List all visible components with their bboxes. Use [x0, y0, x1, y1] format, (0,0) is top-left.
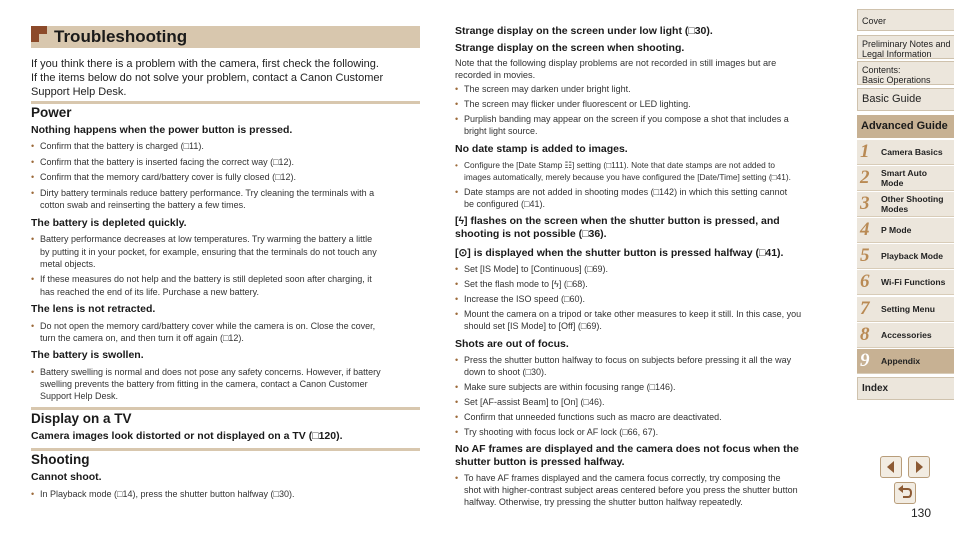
chapter-label: P Mode: [881, 225, 912, 235]
chapter-number: 7: [860, 298, 870, 319]
mid-c-item-cont: images automatically, merely because you have configured the [Date/Time] setting (□41).: [464, 172, 791, 182]
mid-b-note: recorded in movies.: [455, 70, 536, 80]
chapter-label: Camera Basics: [881, 147, 943, 157]
mid-g-item: • To have AF frames displayed and the camera focus correctly, try composing the: [455, 472, 780, 484]
power-s1-item: • Dirty battery terminals reduce battery performance. Try cleaning the terminals with a: [31, 187, 374, 199]
nav-prelim-line: Preliminary Notes and: [862, 39, 951, 49]
mid-c-item: • Date stamps are not added in shooting modes (□142) in which this setting cannot: [455, 186, 787, 198]
power-s4-item-cont: swelling prevents the battery from fitting in the camera, contact a Canon Customer: [40, 379, 368, 389]
chapter-number: 8: [860, 324, 870, 345]
power-s4-item-cont: Support Help Desk.: [40, 391, 119, 401]
power-s2-item-cont: has reached the end of its life. Purchase a new battery.: [40, 287, 259, 297]
mid-c-title: No date stamp is added to images.: [455, 143, 628, 155]
next-page-button[interactable]: [908, 456, 930, 478]
power-s1-title: Nothing happens when the power button is pressed.: [31, 124, 293, 136]
nav-index[interactable]: Index: [857, 377, 954, 400]
nav-chapter-5[interactable]: [857, 244, 954, 269]
mid-b-note: Note that the following display problems are not recorded in still images but are: [455, 58, 777, 68]
chapter-label: Mode: [881, 178, 904, 188]
chapter-number: 5: [860, 245, 870, 266]
nav-chapter-6[interactable]: [857, 270, 954, 295]
mid-a-title: Strange display on the screen under low light (□30).: [455, 25, 713, 37]
mid-e-item: • Increase the ISO speed (□60).: [455, 293, 585, 305]
chapter-label: Wi-Fi Functions: [881, 277, 946, 287]
mid-b-item-cont: bright light source.: [464, 126, 538, 136]
mid-d-title-cont: shooting is not possible (□36).: [455, 228, 607, 240]
power-s4-item: • Battery swelling is normal and does not pose any safety concerns. However, if battery: [31, 366, 381, 378]
power-s1-item: • Confirm that the battery is charged (□11).: [31, 140, 204, 152]
mid-d-title: [ϟ] flashes on the screen when the shutter button is pressed, and: [455, 215, 780, 227]
power-s2-item-cont: metal objects.: [40, 259, 96, 269]
nav-basic-guide[interactable]: Basic Guide: [857, 88, 954, 111]
chapter-label: Modes: [881, 204, 909, 214]
mid-g-title: No AF frames are displayed and the camera does not focus when the: [455, 443, 799, 455]
mid-e-title: [⊙] is displayed when the shutter button is pressed halfway (□41).: [455, 247, 784, 259]
mid-f-item: • Press the shutter button halfway to focus on subjects before pressing it all the way: [455, 354, 791, 366]
nav-chapter-1[interactable]: [857, 140, 954, 165]
chapter-label: Appendix: [881, 356, 921, 366]
arrow-right-icon: [909, 457, 929, 477]
prev-page-button[interactable]: [880, 456, 902, 478]
power-s2-item: • If these measures do not help and the battery is still depleted soon after charging, it: [31, 273, 372, 285]
mid-e-item: • Mount the camera on a tripod or take other measures to keep it still. In this case, you: [455, 308, 801, 320]
power-s1-item-cont: cotton swab and reinserting the battery a few times.: [40, 200, 246, 210]
shooting-heading: Shooting: [31, 452, 90, 467]
power-s3-item: • Do not open the memory card/battery cover while the camera is on. Close the cover,: [31, 320, 375, 332]
nav-chapter-4[interactable]: [857, 218, 954, 243]
nav-chapter-7[interactable]: [857, 297, 954, 322]
mid-f-item-cont: down to shoot (□30).: [464, 367, 547, 377]
power-s1-item: • Confirm that the battery is inserted facing the correct way (□12).: [31, 156, 294, 168]
nav-contents-line: Basic Operations: [862, 75, 931, 85]
tv-heading: Display on a TV: [31, 411, 132, 426]
chapter-number: 4: [860, 219, 870, 240]
mid-f-item: • Try shooting with focus lock or AF lock (□66, 67).: [455, 426, 658, 438]
return-button[interactable]: [894, 482, 916, 504]
mid-e-item-cont: should set [IS Mode] to [Off] (□69).: [464, 321, 602, 331]
power-s3-title: The lens is not retracted.: [31, 303, 156, 315]
title-marker-icon: [31, 26, 47, 42]
page-title: Troubleshooting: [54, 27, 188, 46]
mid-e-item: • Set the flash mode to [ϟ] (□68).: [455, 278, 588, 290]
power-s2-item-cont: by putting it in your pocket, for example, ensuring that the terminals do not touch any: [40, 247, 377, 257]
tv-divider: [31, 407, 420, 410]
nav-contents[interactable]: [857, 61, 954, 85]
shooting-divider: [31, 448, 420, 451]
intro-line-2: If the items below do not solve your problem, contact a Canon Customer: [31, 72, 384, 84]
mid-f-item: • Make sure subjects are within focusing range (□146).: [455, 381, 676, 393]
nav-contents-line: Contents:: [862, 65, 901, 75]
mid-g-item-cont: halfway. Otherwise, try pressing the shutter button halfway repeatedly.: [464, 497, 743, 507]
mid-g-item-cont: shot with higher-contrast subject areas centered before you press the shutter button: [464, 485, 798, 495]
chapter-label: Smart Auto: [881, 168, 927, 178]
intro-line-3: Support Help Desk.: [31, 86, 127, 98]
page-number: 130: [911, 506, 932, 520]
nav-chapter-9[interactable]: [857, 349, 954, 374]
power-s2-item: • Battery performance decreases at low temperatures. Try warming the battery a little: [31, 233, 372, 245]
chapter-label: Playback Mode: [881, 251, 944, 261]
mid-b-item: • The screen may flicker under fluorescent or LED lighting.: [455, 98, 691, 110]
shooting-s1-item: • In Playback mode (□14), press the shutter button halfway (□30).: [31, 488, 295, 500]
mid-e-item: • Set [IS Mode] to [Continuous] (□69).: [455, 263, 608, 275]
chapter-label: Other Shooting: [881, 194, 944, 204]
nav-chapter-8[interactable]: [857, 323, 954, 348]
nav-prelim[interactable]: [857, 35, 954, 59]
chapter-number: 6: [860, 271, 870, 292]
nav-advanced-guide[interactable]: Advanced Guide: [857, 115, 954, 138]
chapter-number: 2: [860, 167, 870, 188]
nav-cover[interactable]: Cover: [857, 9, 954, 31]
power-s2-title: The battery is depleted quickly.: [31, 217, 187, 229]
mid-b-item: • The screen may darken under bright light.: [455, 83, 631, 95]
chapter-label: Accessories: [881, 330, 932, 340]
power-s3-item-cont: turn the camera on, and then turn it off again (□12).: [40, 333, 244, 343]
mid-f-title: Shots are out of focus.: [455, 338, 569, 350]
tv-s1-title: Camera images look distorted or not displayed on a TV (□120).: [31, 430, 343, 442]
power-s1-item: • Confirm that the memory card/battery cover is fully closed (□12).: [31, 171, 296, 183]
return-icon: [895, 483, 915, 503]
mid-f-item: • Confirm that unneeded functions such as macro are deactivated.: [455, 411, 722, 423]
mid-b-title: Strange display on the screen when shooting.: [455, 42, 685, 54]
power-heading: Power: [31, 105, 72, 120]
arrow-left-icon: [881, 457, 901, 477]
mid-c-item-cont: be configured (□41).: [464, 199, 545, 209]
nav-chapter-3[interactable]: [857, 192, 954, 217]
mid-f-item: • Set [AF-assist Beam] to [On] (□46).: [455, 396, 604, 408]
chapter-number: 3: [860, 193, 870, 214]
nav-chapter-2[interactable]: [857, 166, 954, 191]
intro-line-1: If you think there is a problem with the camera, first check the following.: [31, 58, 379, 70]
power-s4-title: The battery is swollen.: [31, 349, 144, 361]
power-divider: [31, 101, 420, 104]
mid-g-title-cont: shutter button is pressed halfway.: [455, 456, 625, 468]
chapter-number: 1: [860, 141, 870, 162]
nav-prelim-line: Legal Information: [862, 49, 932, 59]
chapter-number: 9: [860, 350, 870, 371]
mid-c-item: • Configure the [Date Stamp ☷] setting (□111). Note that date stamps are not added to: [455, 159, 775, 171]
mid-b-item: • Purplish banding may appear on the screen if you compose a shot that includes a: [455, 113, 789, 125]
shooting-s1-title: Cannot shoot.: [31, 471, 102, 483]
chapter-label: Setting Menu: [881, 304, 935, 314]
